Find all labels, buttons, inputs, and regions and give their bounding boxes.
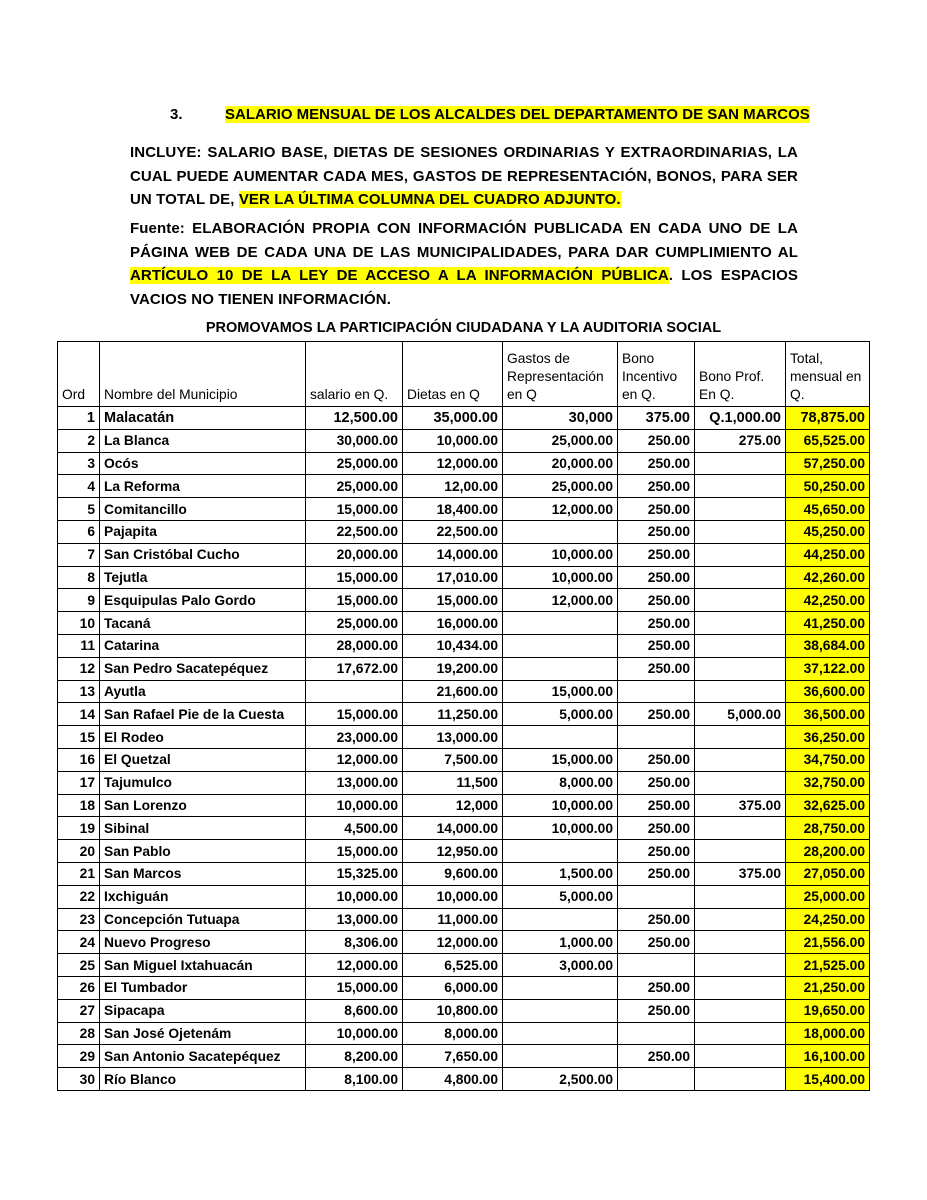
cell-bono-prof: [695, 908, 786, 931]
cell-gastos: 20,000.00: [503, 452, 618, 475]
cell-ord: 19: [58, 817, 100, 840]
cell-salario: 25,000.00: [306, 475, 403, 498]
cell-salario: 12,500.00: [306, 407, 403, 430]
cell-municipio: Concepción Tutuapa: [100, 908, 306, 931]
table-row: [58, 452, 870, 475]
table-row: [58, 771, 870, 794]
cell-ord: 11: [58, 634, 100, 657]
table-row: [58, 976, 870, 999]
cell-dietas: 12,000.00: [403, 931, 503, 954]
cell-gastos: 15,000.00: [503, 748, 618, 771]
cell-gastos: 30,000: [503, 407, 618, 430]
cell-ord: 13: [58, 680, 100, 703]
cell-municipio: Sipacapa: [100, 999, 306, 1022]
section-number: 3.: [170, 106, 183, 123]
cell-ord: 9: [58, 589, 100, 612]
cell-municipio: Nuevo Progreso: [100, 931, 306, 954]
cell-dietas: 11,250.00: [403, 703, 503, 726]
cell-municipio: San Lorenzo: [100, 794, 306, 817]
header-salario: salario en Q.: [306, 342, 403, 407]
cell-salario: 15,000.00: [306, 976, 403, 999]
cell-bono-incentivo: [618, 726, 695, 749]
cell-municipio: Pajapita: [100, 520, 306, 543]
table-row: [58, 657, 870, 680]
includes-paragraph: [130, 141, 798, 212]
cell-bono-incentivo: [618, 1022, 695, 1045]
cell-bono-prof: [695, 680, 786, 703]
cell-bono-prof: [695, 475, 786, 498]
cell-ord: 3: [58, 452, 100, 475]
cell-bono-prof: [695, 612, 786, 635]
cell-total: 38,684.00: [786, 634, 870, 657]
cell-bono-prof: [695, 976, 786, 999]
cell-total: 50,250.00: [786, 475, 870, 498]
cell-bono-prof: [695, 999, 786, 1022]
cell-dietas: 10,000.00: [403, 885, 503, 908]
cell-municipio: San José Ojetenám: [100, 1022, 306, 1045]
cell-salario: 10,000.00: [306, 794, 403, 817]
cell-bono-prof: [695, 1068, 786, 1091]
cell-gastos: [503, 634, 618, 657]
cell-bono-prof: [695, 931, 786, 954]
cell-municipio: Río Blanco: [100, 1068, 306, 1091]
cell-gastos: [503, 726, 618, 749]
cell-bono-incentivo: 250.00: [618, 543, 695, 566]
cell-gastos: [503, 1022, 618, 1045]
cell-bono-prof: [695, 452, 786, 475]
cell-dietas: 12,00.00: [403, 475, 503, 498]
cell-municipio: San Rafael Pie de la Cuesta: [100, 703, 306, 726]
source-paragraph: [130, 217, 798, 311]
cell-dietas: 21,600.00: [403, 680, 503, 703]
cell-bono-prof: 375.00: [695, 794, 786, 817]
cell-bono-prof: [695, 954, 786, 977]
cell-ord: 24: [58, 931, 100, 954]
table-row: [58, 475, 870, 498]
cell-bono-incentivo: 250.00: [618, 566, 695, 589]
cell-bono-prof: [695, 817, 786, 840]
cell-bono-incentivo: 250.00: [618, 498, 695, 521]
cell-dietas: 15,000.00: [403, 589, 503, 612]
cell-salario: 15,000.00: [306, 498, 403, 521]
cell-ord: 29: [58, 1045, 100, 1068]
cell-dietas: 7,500.00: [403, 748, 503, 771]
cell-municipio: Malacatán: [100, 407, 306, 430]
cell-gastos: [503, 999, 618, 1022]
cell-salario: 12,000.00: [306, 748, 403, 771]
cell-municipio: Comitancillo: [100, 498, 306, 521]
table-row: [58, 498, 870, 521]
cell-gastos: [503, 976, 618, 999]
cell-bono-incentivo: 250.00: [618, 589, 695, 612]
cell-salario: 8,100.00: [306, 1068, 403, 1091]
cell-municipio: San Miguel Ixtahuacán: [100, 954, 306, 977]
cell-dietas: 13,000.00: [403, 726, 503, 749]
cell-ord: 4: [58, 475, 100, 498]
cell-municipio: San Pablo: [100, 840, 306, 863]
cell-gastos: 2,500.00: [503, 1068, 618, 1091]
cell-salario: 20,000.00: [306, 543, 403, 566]
cell-ord: 8: [58, 566, 100, 589]
cell-total: 42,260.00: [786, 566, 870, 589]
cell-municipio: Tacaná: [100, 612, 306, 635]
cell-bono-incentivo: 250.00: [618, 817, 695, 840]
cell-salario: 30,000.00: [306, 429, 403, 452]
header-dietas: Dietas en Q: [403, 342, 503, 407]
cell-gastos: [503, 908, 618, 931]
cell-ord: 18: [58, 794, 100, 817]
cell-bono-prof: 275.00: [695, 429, 786, 452]
table-row: [58, 429, 870, 452]
cell-bono-prof: [695, 726, 786, 749]
table-row: [58, 703, 870, 726]
cell-bono-prof: [695, 771, 786, 794]
cell-bono-incentivo: 250.00: [618, 908, 695, 931]
cell-bono-incentivo: 375.00: [618, 407, 695, 430]
cell-dietas: 17,010.00: [403, 566, 503, 589]
table-row: [58, 840, 870, 863]
cell-bono-prof: 375.00: [695, 862, 786, 885]
cell-salario: 22,500.00: [306, 520, 403, 543]
table-row: [58, 680, 870, 703]
cell-dietas: 12,950.00: [403, 840, 503, 863]
cell-ord: 20: [58, 840, 100, 863]
table-row: [58, 566, 870, 589]
cell-bono-prof: [695, 1045, 786, 1068]
cell-dietas: 12,000: [403, 794, 503, 817]
cell-bono-prof: Q.1,000.00: [695, 407, 786, 430]
cell-municipio: Ixchiguán: [100, 885, 306, 908]
cell-municipio: Tajumulco: [100, 771, 306, 794]
cell-bono-prof: [695, 748, 786, 771]
cell-bono-prof: [695, 566, 786, 589]
cell-municipio: San Marcos: [100, 862, 306, 885]
cell-dietas: 16,000.00: [403, 612, 503, 635]
cell-gastos: 10,000.00: [503, 794, 618, 817]
cell-bono-incentivo: 250.00: [618, 634, 695, 657]
cell-total: 32,750.00: [786, 771, 870, 794]
table-row: [58, 931, 870, 954]
cell-gastos: 1,000.00: [503, 931, 618, 954]
cell-bono-incentivo: [618, 885, 695, 908]
table-body: [58, 407, 870, 1091]
cell-municipio: Catarina: [100, 634, 306, 657]
cell-total: 25,000.00: [786, 885, 870, 908]
cell-salario: 15,000.00: [306, 566, 403, 589]
header-total: Total, mensual en Q.: [786, 342, 870, 407]
cell-total: 15,400.00: [786, 1068, 870, 1091]
cell-total: 45,650.00: [786, 498, 870, 521]
cell-gastos: [503, 612, 618, 635]
cell-salario: 13,000.00: [306, 908, 403, 931]
salary-table: [57, 341, 870, 1091]
cell-gastos: [503, 840, 618, 863]
cell-total: 18,000.00: [786, 1022, 870, 1045]
cell-bono-incentivo: 250.00: [618, 931, 695, 954]
cell-total: 36,500.00: [786, 703, 870, 726]
cell-dietas: 8,000.00: [403, 1022, 503, 1045]
cell-gastos: 12,000.00: [503, 498, 618, 521]
cell-bono-prof: [695, 1022, 786, 1045]
cell-dietas: 35,000.00: [403, 407, 503, 430]
table-row: [58, 1045, 870, 1068]
cell-salario: 15,000.00: [306, 703, 403, 726]
cell-dietas: 7,650.00: [403, 1045, 503, 1068]
cell-dietas: 18,400.00: [403, 498, 503, 521]
cell-bono-prof: [695, 520, 786, 543]
cell-ord: 28: [58, 1022, 100, 1045]
cell-ord: 1: [58, 407, 100, 430]
cell-total: 34,750.00: [786, 748, 870, 771]
cell-bono-incentivo: 250.00: [618, 475, 695, 498]
cell-total: 65,525.00: [786, 429, 870, 452]
cell-total: 28,750.00: [786, 817, 870, 840]
cell-dietas: 14,000.00: [403, 817, 503, 840]
cell-ord: 26: [58, 976, 100, 999]
cell-ord: 30: [58, 1068, 100, 1091]
cell-salario: 28,000.00: [306, 634, 403, 657]
cell-municipio: Ayutla: [100, 680, 306, 703]
cell-ord: 7: [58, 543, 100, 566]
cell-gastos: 10,000.00: [503, 543, 618, 566]
includes-highlight: VER LA ÚLTIMA COLUMNA DEL CUADRO ADJUNTO.: [238, 191, 621, 208]
cell-bono-prof: [695, 657, 786, 680]
table-row: [58, 999, 870, 1022]
cell-bono-prof: [695, 840, 786, 863]
cell-total: 21,556.00: [786, 931, 870, 954]
table-row: [58, 543, 870, 566]
cell-total: 19,650.00: [786, 999, 870, 1022]
section-title: SALARIO MENSUAL DE LOS ALCALDES DEL DEPARTAMENTO DE SAN MARCOS: [225, 106, 810, 123]
cell-salario: 12,000.00: [306, 954, 403, 977]
cell-gastos: 25,000.00: [503, 429, 618, 452]
cell-ord: 17: [58, 771, 100, 794]
table-header-row: [58, 342, 870, 407]
cell-dietas: 6,525.00: [403, 954, 503, 977]
table-row: [58, 634, 870, 657]
cell-municipio: El Rodeo: [100, 726, 306, 749]
cell-municipio: San Antonio Sacatepéquez: [100, 1045, 306, 1068]
cell-ord: 12: [58, 657, 100, 680]
cell-municipio: La Reforma: [100, 475, 306, 498]
source-highlight: ARTÍCULO 10 DE LA LEY DE ACCESO A LA INFORMACIÓN PÚBLICA: [130, 267, 669, 284]
cell-salario: 8,200.00: [306, 1045, 403, 1068]
table-row: [58, 1022, 870, 1045]
cell-bono-incentivo: 250.00: [618, 612, 695, 635]
cell-gastos: [503, 520, 618, 543]
cell-municipio: San Pedro Sacatepéquez: [100, 657, 306, 680]
cell-salario: 8,600.00: [306, 999, 403, 1022]
cell-salario: 25,000.00: [306, 612, 403, 635]
cell-salario: 15,000.00: [306, 589, 403, 612]
cell-municipio: Ocós: [100, 452, 306, 475]
cell-salario: 4,500.00: [306, 817, 403, 840]
cell-dietas: 19,200.00: [403, 657, 503, 680]
cell-gastos: 10,000.00: [503, 566, 618, 589]
table-row: [58, 885, 870, 908]
cell-dietas: 10,800.00: [403, 999, 503, 1022]
table-row: [58, 407, 870, 430]
cell-dietas: 22,500.00: [403, 520, 503, 543]
cell-bono-incentivo: 250.00: [618, 520, 695, 543]
cell-dietas: 14,000.00: [403, 543, 503, 566]
cell-dietas: 11,000.00: [403, 908, 503, 931]
cell-ord: 6: [58, 520, 100, 543]
cell-total: 36,600.00: [786, 680, 870, 703]
cell-salario: [306, 680, 403, 703]
cell-bono-prof: [695, 589, 786, 612]
cell-total: 21,525.00: [786, 954, 870, 977]
table-row: [58, 612, 870, 635]
cell-salario: 10,000.00: [306, 1022, 403, 1045]
table-row: [58, 589, 870, 612]
table-row: [58, 726, 870, 749]
cell-salario: 25,000.00: [306, 452, 403, 475]
header-gastos: Gastos de Representación en Q: [503, 342, 618, 407]
cell-total: 37,122.00: [786, 657, 870, 680]
cell-total: 32,625.00: [786, 794, 870, 817]
table-title: PROMOVAMOS LA PARTICIPACIÓN CIUDADANA Y LA AUDITORIA SOCIAL: [205, 320, 722, 336]
cell-salario: 15,000.00: [306, 840, 403, 863]
includes-text: INCLUYE: SALARIO BASE, DIETAS DE SESIONES ORDINARIAS Y EXTRAORDINARIAS, LA CUAL PUEDE AUMENTAR CADA MES, GASTOS DE REPRESENTACIÓN, BONOS, PARA SER UN TOTAL DE,: [130, 144, 798, 208]
cell-ord: 15: [58, 726, 100, 749]
cell-bono-prof: [695, 885, 786, 908]
cell-dietas: 4,800.00: [403, 1068, 503, 1091]
cell-ord: 23: [58, 908, 100, 931]
cell-bono-incentivo: 250.00: [618, 794, 695, 817]
table-row: [58, 817, 870, 840]
cell-total: 45,250.00: [786, 520, 870, 543]
cell-dietas: 6,000.00: [403, 976, 503, 999]
cell-gastos: 25,000.00: [503, 475, 618, 498]
cell-gastos: 5,000.00: [503, 703, 618, 726]
cell-total: 36,250.00: [786, 726, 870, 749]
source-text-after: . LOS ESPACIOS VACIOS NO TIENEN INFORMACIÓN.: [130, 267, 798, 308]
table-row: [58, 748, 870, 771]
source-text-before: Fuente: ELABORACIÓN PROPIA CON INFORMACIÓN PUBLICADA EN CADA UNO DE LA PÁGINA WEB DE CADA UNA DE LAS MUNICIPALIDADES, PARA DAR CUMPLIMIENTO AL: [130, 220, 798, 261]
cell-bono-prof: [695, 634, 786, 657]
table-row: [58, 954, 870, 977]
header-municipio: Nombre del Municipio: [100, 342, 306, 407]
cell-ord: 2: [58, 429, 100, 452]
cell-municipio: El Tumbador: [100, 976, 306, 999]
cell-gastos: 12,000.00: [503, 589, 618, 612]
cell-gastos: [503, 1045, 618, 1068]
cell-bono-incentivo: 250.00: [618, 840, 695, 863]
cell-gastos: 10,000.00: [503, 817, 618, 840]
cell-ord: 5: [58, 498, 100, 521]
cell-total: 42,250.00: [786, 589, 870, 612]
cell-ord: 25: [58, 954, 100, 977]
cell-bono-incentivo: 250.00: [618, 771, 695, 794]
cell-ord: 27: [58, 999, 100, 1022]
cell-salario: 17,672.00: [306, 657, 403, 680]
cell-municipio: Sibinal: [100, 817, 306, 840]
cell-ord: 14: [58, 703, 100, 726]
table-row: [58, 862, 870, 885]
header-ord: Ord: [58, 342, 100, 407]
cell-municipio: Esquipulas Palo Gordo: [100, 589, 306, 612]
header-bono-incentivo: Bono Incentivo en Q.: [618, 342, 695, 407]
cell-total: 57,250.00: [786, 452, 870, 475]
cell-municipio: Tejutla: [100, 566, 306, 589]
table-row: [58, 520, 870, 543]
cell-total: 24,250.00: [786, 908, 870, 931]
cell-salario: 13,000.00: [306, 771, 403, 794]
cell-bono-incentivo: 250.00: [618, 703, 695, 726]
cell-gastos: [503, 657, 618, 680]
cell-salario: 23,000.00: [306, 726, 403, 749]
cell-bono-incentivo: 250.00: [618, 1045, 695, 1068]
cell-municipio: El Quetzal: [100, 748, 306, 771]
cell-total: 21,250.00: [786, 976, 870, 999]
cell-total: 41,250.00: [786, 612, 870, 635]
cell-gastos: 8,000.00: [503, 771, 618, 794]
cell-dietas: 9,600.00: [403, 862, 503, 885]
cell-ord: 21: [58, 862, 100, 885]
cell-bono-incentivo: 250.00: [618, 976, 695, 999]
cell-ord: 10: [58, 612, 100, 635]
cell-bono-incentivo: 250.00: [618, 657, 695, 680]
cell-bono-prof: [695, 498, 786, 521]
cell-municipio: San Cristóbal Cucho: [100, 543, 306, 566]
table-row: [58, 908, 870, 931]
cell-total: 16,100.00: [786, 1045, 870, 1068]
cell-gastos: 15,000.00: [503, 680, 618, 703]
cell-salario: 8,306.00: [306, 931, 403, 954]
table-row: [58, 1068, 870, 1091]
cell-bono-incentivo: [618, 680, 695, 703]
cell-bono-incentivo: 250.00: [618, 429, 695, 452]
cell-ord: 16: [58, 748, 100, 771]
cell-municipio: La Blanca: [100, 429, 306, 452]
cell-dietas: 12,000.00: [403, 452, 503, 475]
cell-bono-incentivo: 250.00: [618, 452, 695, 475]
cell-total: 27,050.00: [786, 862, 870, 885]
cell-ord: 22: [58, 885, 100, 908]
table-row: [58, 794, 870, 817]
cell-gastos: 1,500.00: [503, 862, 618, 885]
cell-gastos: 5,000.00: [503, 885, 618, 908]
cell-bono-prof: 5,000.00: [695, 703, 786, 726]
cell-bono-incentivo: [618, 954, 695, 977]
cell-bono-incentivo: 250.00: [618, 999, 695, 1022]
cell-bono-incentivo: [618, 1068, 695, 1091]
cell-total: 28,200.00: [786, 840, 870, 863]
cell-gastos: 3,000.00: [503, 954, 618, 977]
cell-bono-incentivo: 250.00: [618, 748, 695, 771]
cell-dietas: 10,000.00: [403, 429, 503, 452]
cell-dietas: 10,434.00: [403, 634, 503, 657]
cell-dietas: 11,500: [403, 771, 503, 794]
cell-salario: 10,000.00: [306, 885, 403, 908]
cell-total: 44,250.00: [786, 543, 870, 566]
cell-salario: 15,325.00: [306, 862, 403, 885]
cell-total: 78,875.00: [786, 407, 870, 430]
cell-bono-prof: [695, 543, 786, 566]
cell-bono-incentivo: 250.00: [618, 862, 695, 885]
header-bono-prof: Bono Prof. En Q.: [695, 342, 786, 407]
